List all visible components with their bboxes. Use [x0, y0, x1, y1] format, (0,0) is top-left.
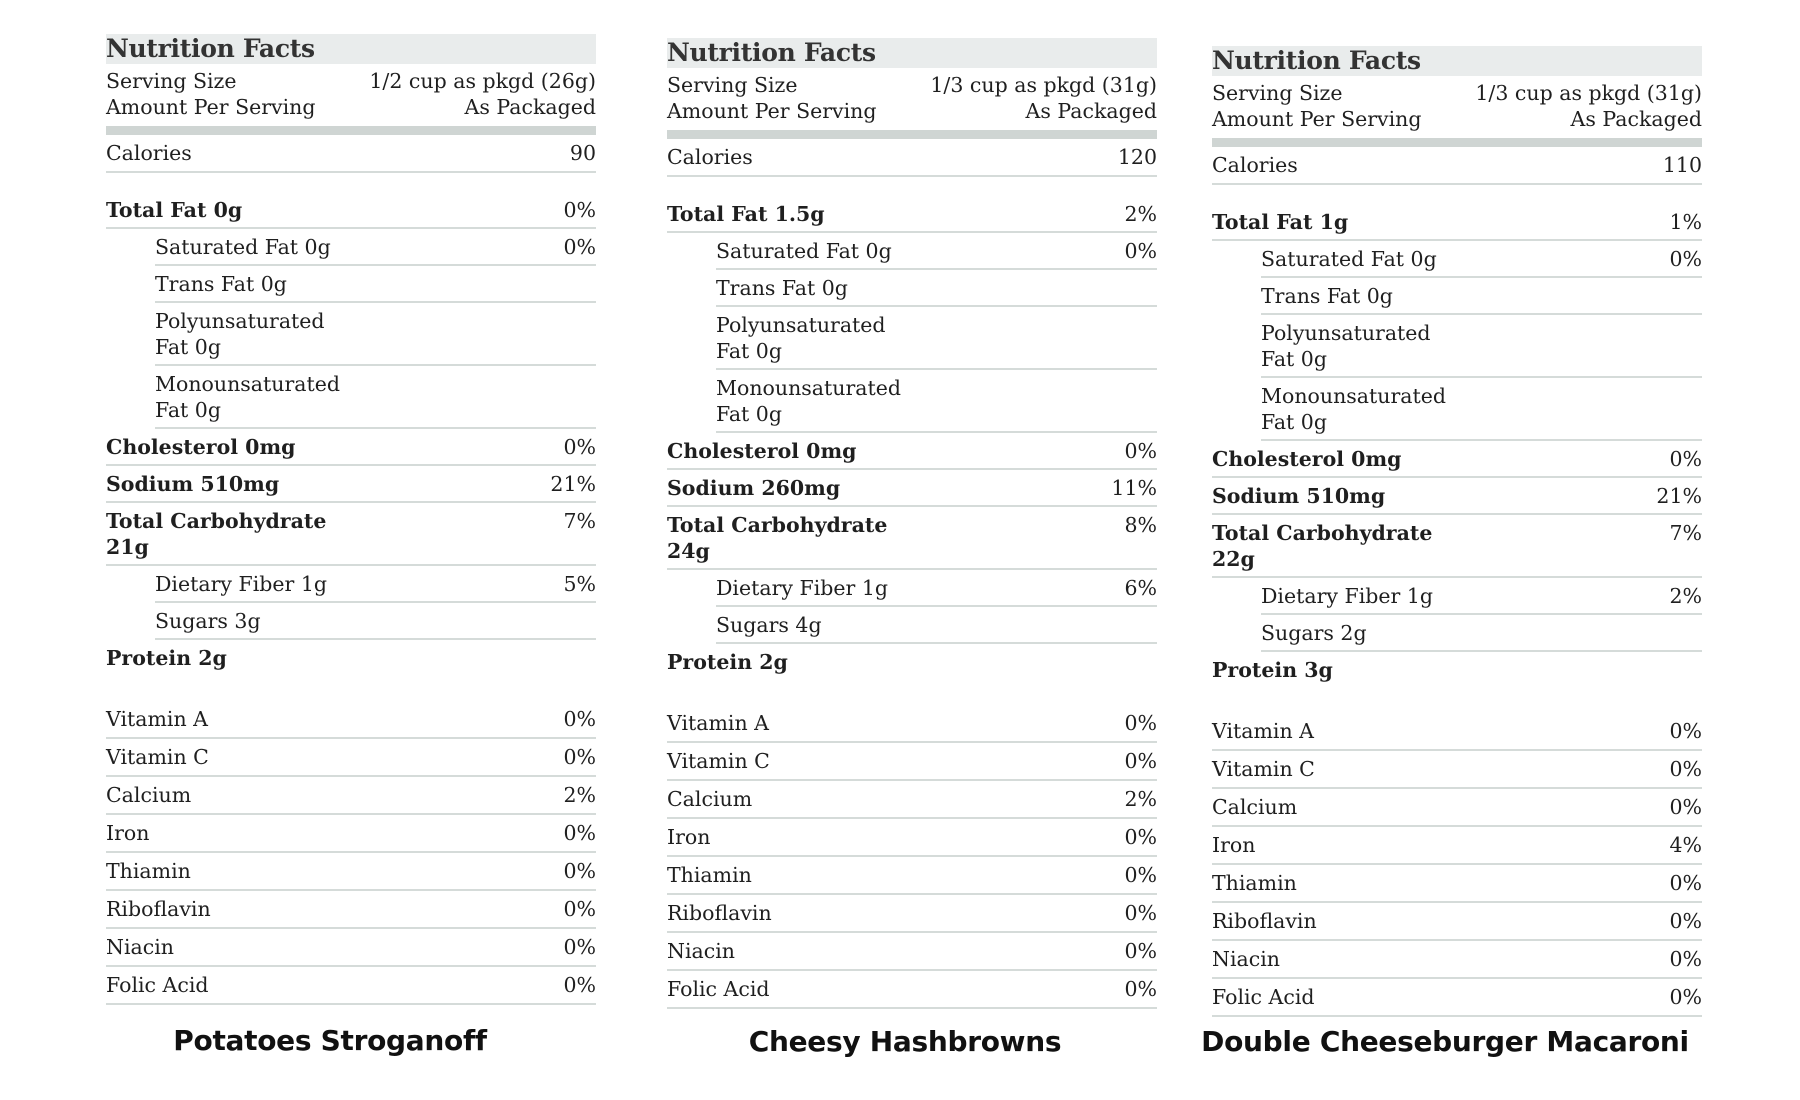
vitamin-daily-value: 0%	[563, 707, 596, 731]
vitamin-row-niacin	[667, 933, 1157, 971]
nutrient-row-saturated-fat	[716, 233, 1157, 270]
nutrition-label-cheesy-hashbrowns	[667, 38, 1157, 1009]
vitamin-label: Iron	[106, 821, 150, 845]
vitamin-row-vitamin-a	[1212, 713, 1702, 751]
vitamin-daily-value: 0%	[1124, 863, 1157, 887]
nutrient-label: Monounsaturated Fat 0g	[1261, 384, 1446, 434]
vitamin-row-iron	[667, 819, 1157, 857]
vitamin-row-calcium	[106, 777, 596, 815]
vitamin-row-thiamin	[667, 857, 1157, 895]
nutrient-row-sodium	[1212, 478, 1702, 515]
serving-size-value: 1/3 cup as pkgd (31g)	[930, 73, 1157, 97]
nutrient-daily-value: 2%	[1124, 202, 1157, 226]
nutrient-label: Total Carbohydrate 24g	[667, 513, 888, 563]
nutrient-label: Protein 2g	[667, 650, 788, 674]
vitamin-label: Thiamin	[667, 863, 752, 887]
vitamin-row-folic-acid	[667, 971, 1157, 1009]
nutrient-daily-value: 11%	[1111, 476, 1157, 500]
nutrient-daily-value: 8%	[1124, 513, 1157, 537]
nutrient-label: Sodium 510mg	[106, 472, 280, 496]
nutrient-label: Total Fat 0g	[106, 198, 243, 222]
vitamin-daily-value: 4%	[1669, 833, 1702, 857]
vitamin-daily-value: 0%	[1669, 719, 1702, 743]
thick-divider	[1212, 138, 1702, 147]
nutrient-row-sugars	[155, 603, 596, 640]
nutrient-label: Protein 3g	[1212, 658, 1333, 682]
nutrient-label: Dietary Fiber 1g	[155, 572, 327, 596]
nutrient-label: Total Fat 1.5g	[667, 202, 825, 226]
vitamin-label: Riboflavin	[106, 897, 211, 921]
vitamin-row-calcium	[667, 781, 1157, 819]
calories-label: Calories	[667, 145, 753, 169]
nutrition-facts-title: Nutrition Facts	[106, 34, 596, 64]
thick-divider	[106, 126, 596, 135]
vitamin-daily-value: 0%	[563, 897, 596, 921]
vitamin-daily-value: 0%	[1124, 939, 1157, 963]
vitamin-row-thiamin	[106, 853, 596, 891]
nutrient-row-total-fat	[667, 199, 1157, 233]
nutrient-row-dietary-fiber	[155, 566, 596, 603]
nutrient-daily-value: 7%	[1669, 521, 1702, 545]
nutrient-row-sodium	[667, 470, 1157, 507]
vitamin-daily-value: 0%	[563, 859, 596, 883]
vitamin-daily-value: 0%	[563, 935, 596, 959]
vitamin-label: Niacin	[1212, 947, 1280, 971]
nutrient-row-dietary-fiber	[716, 570, 1157, 607]
vitamin-label: Vitamin A	[106, 707, 208, 731]
nutrient-row-saturated-fat	[1261, 241, 1702, 278]
nutrient-daily-value: 0%	[1669, 447, 1702, 471]
vitamin-row-vitamin-c	[1212, 751, 1702, 789]
nutrient-daily-value: 0%	[1124, 439, 1157, 463]
vitamin-label: Riboflavin	[1212, 909, 1317, 933]
vitamin-daily-value: 0%	[563, 973, 596, 997]
vitamin-daily-value: 0%	[1669, 947, 1702, 971]
vitamin-row-thiamin	[1212, 865, 1702, 903]
vitamin-label: Iron	[667, 825, 711, 849]
nutrient-label: Total Carbohydrate 22g	[1212, 521, 1433, 571]
vitamin-row-iron	[106, 815, 596, 853]
nutrient-daily-value: 7%	[563, 509, 596, 533]
vitamin-daily-value: 0%	[1669, 757, 1702, 781]
nutrient-label: Sugars 2g	[1261, 621, 1367, 645]
nutrition-label-potatoes-stroganoff	[106, 34, 596, 1005]
nutrient-row-total-fat	[1212, 207, 1702, 241]
vitamin-label: Niacin	[106, 935, 174, 959]
calories-value: 110	[1662, 153, 1702, 177]
nutrient-daily-value: 0%	[1669, 247, 1702, 271]
spacer	[1212, 185, 1702, 207]
nutrient-label: Polyunsaturated Fat 0g	[716, 313, 886, 363]
vitamin-daily-value: 0%	[1124, 901, 1157, 925]
vitamin-daily-value: 0%	[1124, 749, 1157, 773]
nutrient-label: Polyunsaturated Fat 0g	[1261, 321, 1431, 371]
nutrient-row-trans-fat	[155, 266, 596, 303]
nutrient-label: Saturated Fat 0g	[716, 239, 892, 263]
vitamin-row-riboflavin	[667, 895, 1157, 933]
nutrient-label: Monounsaturated Fat 0g	[155, 372, 340, 422]
product-name-potatoes-stroganoff: Potatoes Stroganoff	[173, 1024, 487, 1057]
nutrient-row-total-carbohydrate	[1212, 515, 1702, 578]
nutrient-label: Trans Fat 0g	[716, 276, 848, 300]
vitamin-label: Thiamin	[1212, 871, 1297, 895]
amount-per-serving-row	[1212, 106, 1702, 132]
nutrient-row-total-fat	[106, 195, 596, 229]
nutrient-label: Saturated Fat 0g	[1261, 247, 1437, 271]
vitamin-daily-value: 0%	[1669, 871, 1702, 895]
thick-divider	[667, 130, 1157, 139]
spacer	[667, 177, 1157, 199]
vitamin-daily-value: 0%	[1669, 985, 1702, 1009]
nutrient-row-protein	[667, 644, 1157, 679]
nutrient-daily-value: 0%	[563, 235, 596, 259]
nutrient-row-saturated-fat	[155, 229, 596, 266]
vitamin-daily-value: 0%	[1124, 825, 1157, 849]
amount-per-serving-value: As Packaged	[1025, 99, 1157, 123]
vitamin-daily-value: 2%	[563, 783, 596, 807]
vitamin-label: Vitamin C	[667, 749, 770, 773]
nutrient-daily-value: 1%	[1669, 210, 1702, 234]
vitamin-label: Calcium	[667, 787, 753, 811]
nutrient-row-cholesterol	[106, 429, 596, 466]
calories-label: Calories	[106, 141, 192, 165]
serving-size-row	[106, 68, 596, 94]
amount-per-serving-row	[667, 98, 1157, 124]
nutrient-label: Polyunsaturated Fat 0g	[155, 309, 325, 359]
serving-size-value: 1/3 cup as pkgd (31g)	[1475, 81, 1702, 105]
nutrient-label: Trans Fat 0g	[1261, 284, 1393, 308]
nutrient-row-monounsaturated-fat	[155, 366, 596, 429]
nutrient-daily-value: 6%	[1124, 576, 1157, 600]
vitamin-label: Folic Acid	[1212, 985, 1315, 1009]
spacer	[667, 679, 1157, 705]
serving-size-row	[667, 72, 1157, 98]
nutrient-row-sodium	[106, 466, 596, 503]
amount-per-serving-row	[106, 94, 596, 120]
vitamin-row-niacin	[106, 929, 596, 967]
calories-label: Calories	[1212, 153, 1298, 177]
vitamin-label: Calcium	[106, 783, 192, 807]
amount-per-serving-label: Amount Per Serving	[667, 99, 877, 123]
serving-size-value: 1/2 cup as pkgd (26g)	[369, 69, 596, 93]
nutrient-label: Cholesterol 0mg	[1212, 447, 1402, 471]
vitamin-daily-value: 0%	[1124, 977, 1157, 1001]
vitamin-label: Folic Acid	[106, 973, 209, 997]
vitamin-row-niacin	[1212, 941, 1702, 979]
nutrient-row-dietary-fiber	[1261, 578, 1702, 615]
amount-per-serving-value: As Packaged	[1570, 107, 1702, 131]
calories-row	[667, 139, 1157, 177]
spacer	[106, 173, 596, 195]
vitamin-daily-value: 0%	[563, 821, 596, 845]
vitamin-label: Calcium	[1212, 795, 1298, 819]
calories-value: 120	[1117, 145, 1157, 169]
vitamin-label: Vitamin C	[1212, 757, 1315, 781]
nutrient-daily-value: 2%	[1669, 584, 1702, 608]
vitamin-row-riboflavin	[1212, 903, 1702, 941]
nutrient-daily-value: 0%	[563, 435, 596, 459]
nutrition-facts-title: Nutrition Facts	[667, 38, 1157, 68]
vitamin-row-folic-acid	[1212, 979, 1702, 1017]
nutrient-label: Cholesterol 0mg	[667, 439, 857, 463]
nutrient-row-sugars	[1261, 615, 1702, 652]
nutrient-label: Total Fat 1g	[1212, 210, 1349, 234]
nutrient-label: Dietary Fiber 1g	[1261, 584, 1433, 608]
nutrition-facts-title: Nutrition Facts	[1212, 46, 1702, 76]
nutrient-daily-value: 21%	[1656, 484, 1702, 508]
vitamin-row-vitamin-c	[667, 743, 1157, 781]
vitamin-row-riboflavin	[106, 891, 596, 929]
nutrient-label: Total Carbohydrate 21g	[106, 509, 327, 559]
nutrient-row-polyunsaturated-fat	[716, 307, 1157, 370]
nutrient-row-polyunsaturated-fat	[155, 303, 596, 366]
vitamin-label: Riboflavin	[667, 901, 772, 925]
nutrient-label: Protein 2g	[106, 646, 227, 670]
vitamin-label: Vitamin A	[667, 711, 769, 735]
vitamin-daily-value: 0%	[1124, 711, 1157, 735]
vitamin-label: Thiamin	[106, 859, 191, 883]
vitamin-label: Vitamin A	[1212, 719, 1314, 743]
serving-size-label: Serving Size	[1212, 81, 1343, 105]
nutrient-daily-value: 5%	[563, 572, 596, 596]
nutrient-row-sugars	[716, 607, 1157, 644]
amount-per-serving-label: Amount Per Serving	[106, 95, 316, 119]
nutrient-daily-value: 0%	[1124, 239, 1157, 263]
vitamin-daily-value: 0%	[1669, 909, 1702, 933]
product-name-cheesy-hashbrowns: Cheesy Hashbrowns	[748, 1025, 1062, 1058]
calories-value: 90	[569, 141, 596, 165]
vitamin-row-folic-acid	[106, 967, 596, 1005]
nutrient-label: Sodium 260mg	[667, 476, 841, 500]
nutrient-label: Sugars 3g	[155, 609, 261, 633]
vitamin-label: Iron	[1212, 833, 1256, 857]
nutrient-label: Dietary Fiber 1g	[716, 576, 888, 600]
serving-size-label: Serving Size	[667, 73, 798, 97]
vitamin-row-calcium	[1212, 789, 1702, 827]
vitamin-label: Vitamin C	[106, 745, 209, 769]
nutrient-label: Trans Fat 0g	[155, 272, 287, 296]
nutrient-label: Cholesterol 0mg	[106, 435, 296, 459]
nutrient-label: Monounsaturated Fat 0g	[716, 376, 901, 426]
vitamin-label: Niacin	[667, 939, 735, 963]
serving-size-row	[1212, 80, 1702, 106]
nutrient-label: Saturated Fat 0g	[155, 235, 331, 259]
vitamin-row-vitamin-c	[106, 739, 596, 777]
nutrient-label: Sugars 4g	[716, 613, 822, 637]
vitamin-daily-value: 0%	[1669, 795, 1702, 819]
nutrient-daily-value: 0%	[563, 198, 596, 222]
product-name-double-cheeseburger-macaroni: Double Cheeseburger Macaroni	[1201, 1025, 1689, 1058]
calories-row	[106, 135, 596, 173]
amount-per-serving-value: As Packaged	[464, 95, 596, 119]
nutrient-row-trans-fat	[1261, 278, 1702, 315]
serving-size-label: Serving Size	[106, 69, 237, 93]
nutrient-daily-value: 21%	[550, 472, 596, 496]
vitamin-label: Folic Acid	[667, 977, 770, 1001]
vitamin-row-iron	[1212, 827, 1702, 865]
nutrient-label: Sodium 510mg	[1212, 484, 1386, 508]
nutrient-row-total-carbohydrate	[106, 503, 596, 566]
nutrient-row-monounsaturated-fat	[716, 370, 1157, 433]
nutrient-row-protein	[1212, 652, 1702, 687]
spacer	[106, 675, 596, 701]
nutrient-row-polyunsaturated-fat	[1261, 315, 1702, 378]
spacer	[1212, 687, 1702, 713]
nutrient-row-cholesterol	[1212, 441, 1702, 478]
nutrition-label-double-cheeseburger-macaroni	[1212, 46, 1702, 1017]
vitamin-row-vitamin-a	[667, 705, 1157, 743]
amount-per-serving-label: Amount Per Serving	[1212, 107, 1422, 131]
calories-row	[1212, 147, 1702, 185]
vitamin-daily-value: 2%	[1124, 787, 1157, 811]
nutrient-row-total-carbohydrate	[667, 507, 1157, 570]
nutrient-row-protein	[106, 640, 596, 675]
nutrient-row-monounsaturated-fat	[1261, 378, 1702, 441]
nutrient-row-cholesterol	[667, 433, 1157, 470]
vitamin-row-vitamin-a	[106, 701, 596, 739]
vitamin-daily-value: 0%	[563, 745, 596, 769]
nutrient-row-trans-fat	[716, 270, 1157, 307]
